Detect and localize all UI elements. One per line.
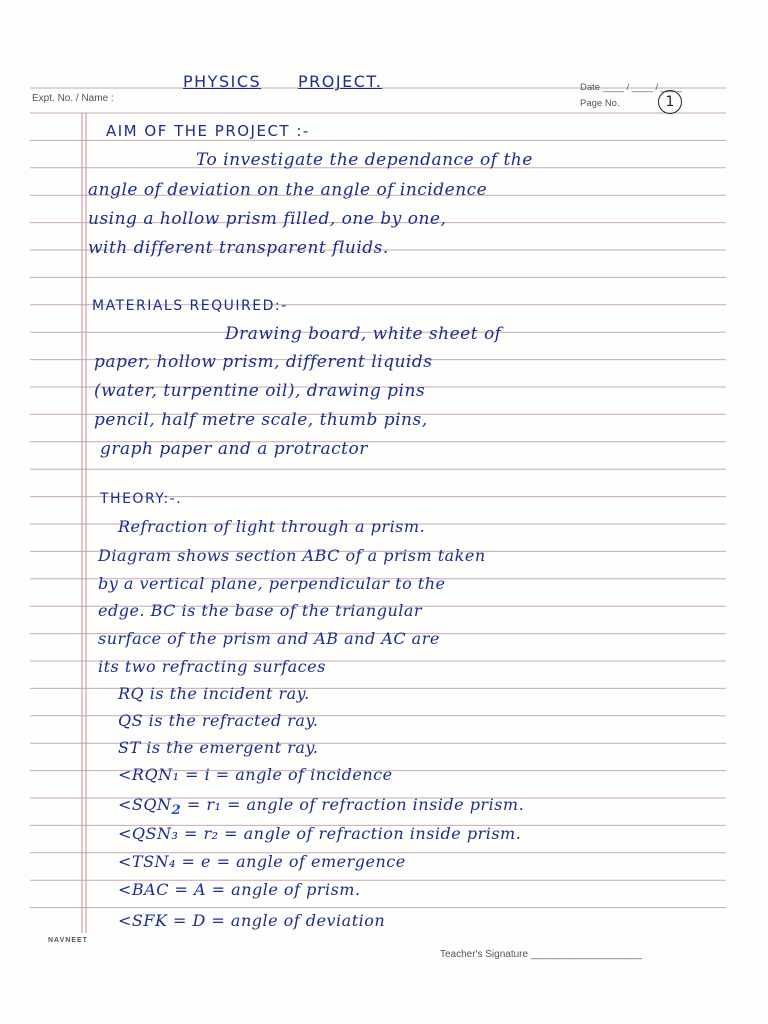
aim-heading: AIM OF THE PROJECT :- — [106, 122, 310, 140]
teacher-signature: Teacher's Signature ____________________ — [440, 949, 643, 960]
theory-line-10: <RQN₁ = i = angle of incidence — [118, 765, 393, 784]
theory-line-8: QS is the refracted ray. — [118, 711, 319, 730]
aim-line-2: angle of deviation on the angle of incidence — [88, 180, 488, 200]
theory-line-12: <QSN₃ = r₂ = angle of refraction inside prism. — [118, 824, 522, 843]
aim-line-1: To investigate the dependance of the — [196, 150, 533, 170]
theory-line-15: <SFK = D = angle of deviation — [118, 911, 386, 930]
theory-line-4: edge. BC is the base of the triangular — [98, 601, 423, 620]
sqn-rest: = r₁ = angle of refraction inside prism. — [181, 795, 525, 814]
expt-label: Expt. No. / Name : — [32, 93, 114, 104]
theory-line-6: its two refracting surfaces — [98, 657, 326, 676]
theory-line-13: <TSN₄ = e = angle of emergence — [118, 852, 406, 871]
theory-heading: THEORY:-. — [100, 491, 183, 507]
theory-line-2: Diagram shows section ABC of a prism taken — [98, 546, 486, 565]
aim-line-4: with different transparent fluids. — [88, 238, 389, 258]
theory-line-3: by a vertical plane, perpendicular to the — [98, 574, 446, 593]
theory-line-7: RQ is the incident ray. — [118, 684, 310, 703]
sqn-prefix: <SQN — [118, 795, 172, 814]
materials-line-4: pencil, half metre scale, thumb pins, — [94, 410, 428, 430]
materials-line-5: graph paper and a protractor — [100, 439, 368, 459]
date-label: Date ____ / ____ / ____ — [580, 82, 682, 93]
aim-line-3: using a hollow prism filled, one by one, — [88, 209, 447, 229]
page-label: Page No. — [580, 98, 620, 109]
theory-line-1: Refraction of light through a prism. — [118, 517, 426, 536]
materials-line-3: (water, turpentine oil), drawing pins — [94, 381, 426, 401]
title-project: PROJECT. — [298, 72, 383, 91]
title-physics: PHYSICS — [183, 72, 262, 91]
materials-line-2: paper, hollow prism, different liquids — [94, 352, 433, 372]
page-number: 1 — [658, 90, 682, 114]
theory-line-9: ST is the emergent ray. — [118, 738, 319, 757]
theory-line-5: surface of the prism and AB and AC are — [98, 629, 440, 648]
theory-line-14: <BAC = A = angle of prism. — [118, 880, 361, 899]
materials-heading: MATERIALS REQUIRED:- — [92, 298, 288, 314]
brand-label: NAVNEET — [48, 937, 88, 944]
sqn-subscript: 2 — [171, 802, 182, 819]
theory-line-11 — [118, 795, 524, 818]
materials-line-1: Drawing board, white sheet of — [225, 324, 502, 344]
